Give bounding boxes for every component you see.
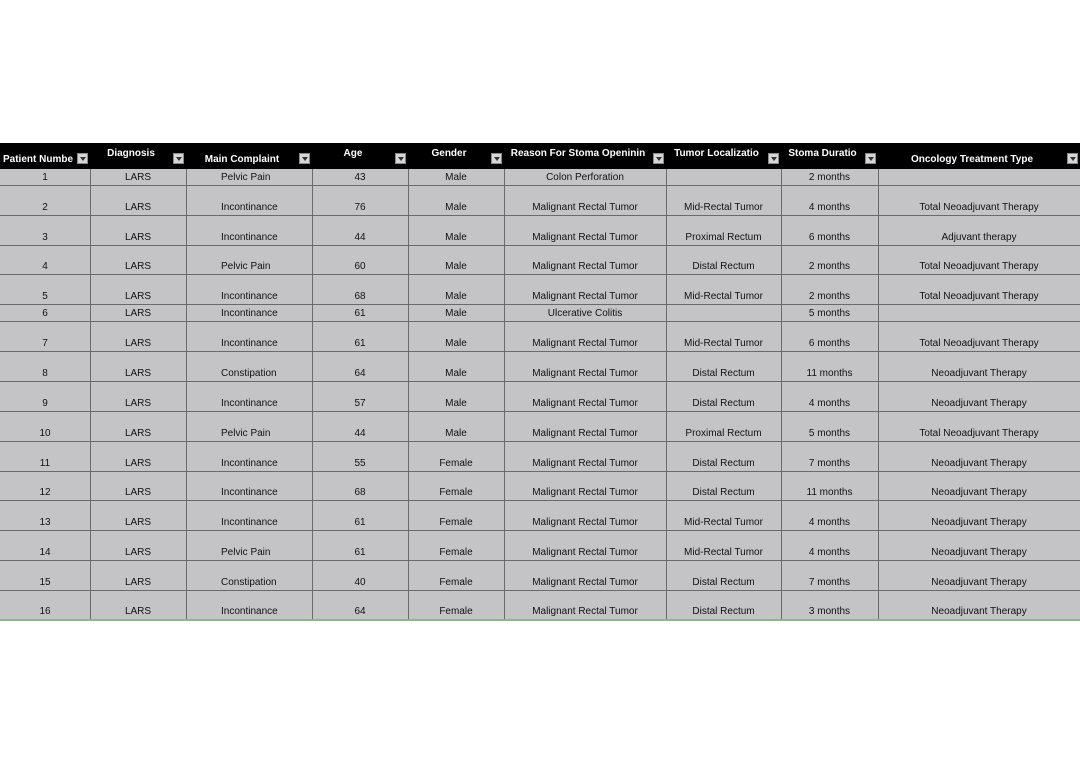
cell-diagnosis[interactable]: LARS — [124, 458, 152, 469]
cell-duration[interactable]: 4 months — [808, 202, 851, 213]
cell-age[interactable]: 61 — [354, 308, 366, 319]
table-row — [0, 442, 1080, 472]
cell-reason[interactable]: Malignant Rectal Tumor — [532, 547, 638, 558]
cell-gender[interactable]: Female — [439, 547, 473, 558]
cell-gender[interactable]: Male — [445, 291, 467, 302]
table-row — [0, 216, 1080, 246]
cell-oncology[interactable]: Neoadjuvant Therapy — [931, 547, 1027, 558]
cell-tumor[interactable]: Distal Rectum — [692, 398, 755, 409]
cell-gender[interactable]: Male — [445, 202, 467, 213]
cell-main-complaint[interactable]: Pelvic Pain — [221, 428, 271, 439]
cell-main-complaint[interactable]: İncontinance — [221, 308, 278, 319]
table-row — [0, 382, 1080, 412]
cell-patient-number[interactable]: 10 — [39, 428, 51, 439]
cell-diagnosis[interactable]: LARS — [124, 517, 152, 528]
cell-patient-number[interactable]: 5 — [42, 291, 48, 302]
cell-diagnosis[interactable]: LARS — [124, 338, 152, 349]
cell-duration[interactable]: 7 months — [808, 577, 851, 588]
cell-oncology[interactable]: Neoadjuvant Therapy — [931, 606, 1027, 617]
column-header-label: Age — [343, 148, 363, 159]
column-header-main-complaint[interactable] — [186, 143, 312, 169]
column-divider — [90, 169, 91, 620]
table-row — [0, 246, 1080, 275]
cell-oncology[interactable]: Neoadjuvant Therapy — [931, 487, 1027, 498]
column-header-patient-number[interactable] — [0, 143, 90, 169]
cell-gender[interactable]: Male — [445, 232, 467, 243]
cell-age[interactable]: 44 — [354, 428, 366, 439]
cell-oncology[interactable] — [878, 183, 1080, 185]
cell-diagnosis[interactable]: LARS — [124, 368, 152, 379]
column-header-label: Main Complaint — [204, 154, 280, 165]
cell-reason[interactable]: Malignant Rectal Tumor — [532, 232, 638, 243]
filter-dropdown-icon[interactable] — [299, 153, 310, 164]
cell-reason[interactable]: Colon Perforation — [546, 172, 624, 183]
cell-gender[interactable]: Male — [445, 368, 467, 379]
cell-patient-number[interactable]: 11 — [39, 458, 51, 469]
cell-main-complaint[interactable]: Pelvic Pain — [221, 172, 271, 183]
column-divider — [186, 169, 187, 620]
cell-reason[interactable]: Malignant Rectal Tumor — [532, 606, 638, 617]
cell-tumor[interactable]: Distal Rectum — [692, 577, 755, 588]
table-row — [0, 322, 1080, 352]
cell-oncology[interactable]: Total Neoadjuvant Therapy — [919, 428, 1039, 439]
cell-main-complaint[interactable]: İncontinance — [221, 232, 278, 243]
cell-duration[interactable]: 11 months — [806, 487, 853, 498]
cell-tumor[interactable]: Mid-Rectal Tumor — [684, 202, 763, 213]
cell-age[interactable]: 43 — [354, 172, 366, 183]
cell-main-complaint[interactable]: İncontinance — [221, 291, 278, 302]
cell-tumor[interactable]: Mid-Rectal Tumor — [684, 517, 763, 528]
cell-duration[interactable]: 11 months — [806, 368, 853, 379]
cell-age[interactable]: 55 — [354, 458, 366, 469]
filter-dropdown-icon[interactable] — [173, 153, 184, 164]
cell-tumor[interactable]: Mid-Rectal Tumor — [684, 547, 763, 558]
cell-diagnosis[interactable]: LARS — [124, 202, 152, 213]
cell-reason[interactable]: Malignant Rectal Tumor — [532, 398, 638, 409]
column-divider — [781, 169, 782, 620]
cell-main-complaint[interactable]: İncontinance — [221, 606, 278, 617]
filter-dropdown-icon[interactable] — [491, 153, 502, 164]
cell-diagnosis[interactable]: LARS — [124, 577, 152, 588]
table-row — [0, 305, 1080, 322]
cell-duration[interactable]: 4 months — [808, 398, 851, 409]
cell-reason[interactable]: Malignant Rectal Tumor — [532, 368, 638, 379]
column-header-reason[interactable] — [504, 143, 666, 169]
cell-tumor[interactable] — [666, 183, 781, 185]
cell-age[interactable]: 44 — [354, 232, 366, 243]
column-header-tumor[interactable] — [666, 143, 781, 169]
column-header-label: Patient Numbe — [3, 154, 74, 165]
cell-gender[interactable]: Male — [445, 261, 467, 272]
cell-diagnosis[interactable]: LARS — [124, 606, 152, 617]
cell-duration[interactable]: 7 months — [808, 458, 851, 469]
cell-duration[interactable]: 5 months — [808, 308, 851, 319]
cell-tumor[interactable]: Mid-Rectal Tumor — [684, 291, 763, 302]
cell-gender[interactable]: Female — [439, 577, 473, 588]
cell-age[interactable]: 68 — [354, 291, 366, 302]
cell-oncology[interactable]: Total Neoadjuvant Therapy — [919, 261, 1039, 272]
cell-tumor[interactable]: Distal Rectum — [692, 261, 755, 272]
cell-main-complaint[interactable]: Constipation — [221, 368, 277, 379]
cell-duration[interactable]: 4 months — [808, 547, 851, 558]
cell-age[interactable]: 40 — [354, 577, 366, 588]
cell-patient-number[interactable]: 3 — [42, 232, 48, 243]
cell-age[interactable]: 57 — [354, 398, 366, 409]
cell-diagnosis[interactable]: LARS — [124, 487, 152, 498]
filter-dropdown-icon[interactable] — [653, 153, 664, 164]
cell-gender[interactable]: Male — [445, 428, 467, 439]
cell-tumor[interactable]: Distal Rectum — [692, 606, 755, 617]
cell-main-complaint[interactable]: İncontinance — [221, 487, 278, 498]
cell-age[interactable]: 61 — [354, 517, 366, 528]
column-header-label: Oncology Treatment Type — [910, 154, 1034, 165]
cell-patient-number[interactable]: 1 — [42, 172, 48, 183]
cell-diagnosis[interactable]: LARS — [124, 398, 152, 409]
table-row — [0, 501, 1080, 531]
cell-oncology[interactable]: Neoadjuvant Therapy — [931, 398, 1027, 409]
column-header-label: Reason For Stoma Openinin — [510, 148, 646, 159]
cell-duration[interactable]: 2 months — [808, 291, 851, 302]
header-row — [0, 143, 1080, 169]
cell-main-complaint[interactable]: İncontinance — [221, 202, 278, 213]
cell-tumor[interactable]: Mid-Rectal Tumor — [684, 338, 763, 349]
cell-age[interactable]: 60 — [354, 261, 366, 272]
cell-diagnosis[interactable]: LARS — [124, 172, 152, 183]
cell-reason[interactable]: Malignant Rectal Tumor — [532, 577, 638, 588]
cell-duration[interactable]: 3 months — [808, 606, 851, 617]
cell-tumor[interactable]: Distal Rectum — [692, 487, 755, 498]
cell-gender[interactable]: Female — [439, 487, 473, 498]
table-row — [0, 591, 1080, 620]
column-header-diagnosis[interactable] — [90, 143, 186, 169]
cell-gender[interactable]: Male — [445, 338, 467, 349]
table-row — [0, 412, 1080, 442]
filter-dropdown-icon[interactable] — [865, 153, 876, 164]
cell-diagnosis[interactable]: LARS — [124, 232, 152, 243]
cell-main-complaint[interactable]: İncontinance — [221, 458, 278, 469]
table-row — [0, 352, 1080, 382]
column-header-age[interactable] — [312, 143, 408, 169]
cell-duration[interactable]: 6 months — [808, 232, 851, 243]
cell-age[interactable]: 64 — [354, 606, 366, 617]
cell-patient-number[interactable]: 12 — [39, 487, 51, 498]
table-row — [0, 531, 1080, 561]
cell-main-complaint[interactable]: İncontinance — [221, 517, 278, 528]
cell-gender[interactable]: Female — [439, 517, 473, 528]
cell-patient-number[interactable]: 15 — [39, 577, 51, 588]
filter-dropdown-icon[interactable] — [1067, 153, 1078, 164]
cell-duration[interactable]: 2 months — [808, 172, 851, 183]
table-row — [0, 169, 1080, 186]
column-header-label: Gender — [431, 148, 467, 159]
cell-reason[interactable]: Malignant Rectal Tumor — [532, 517, 638, 528]
table-row — [0, 472, 1080, 501]
cell-diagnosis[interactable]: LARS — [124, 261, 152, 272]
cell-patient-number[interactable]: 16 — [39, 606, 51, 617]
cell-gender[interactable]: Female — [439, 458, 473, 469]
cell-oncology[interactable] — [878, 319, 1080, 321]
cell-gender[interactable]: Male — [445, 172, 467, 183]
table-row — [0, 186, 1080, 216]
cell-oncology[interactable]: Neoadjuvant Therapy — [931, 517, 1027, 528]
column-divider — [504, 169, 505, 620]
filter-dropdown-icon[interactable] — [77, 153, 88, 164]
cell-gender[interactable]: Female — [439, 606, 473, 617]
cell-duration[interactable]: 6 months — [808, 338, 851, 349]
cell-reason[interactable]: Malignant Rectal Tumor — [532, 291, 638, 302]
cell-patient-number[interactable]: 14 — [39, 547, 51, 558]
cell-tumor[interactable] — [666, 319, 781, 321]
cell-oncology[interactable]: Neoadjuvant Therapy — [931, 368, 1027, 379]
column-divider — [312, 169, 313, 620]
cell-duration[interactable]: 4 months — [808, 517, 851, 528]
cell-reason[interactable]: Malignant Rectal Tumor — [532, 458, 638, 469]
filter-dropdown-icon[interactable] — [395, 153, 406, 164]
column-divider — [878, 169, 879, 620]
cell-oncology[interactable]: Adjuvant therapy — [941, 232, 1017, 243]
cell-diagnosis[interactable]: LARS — [124, 308, 152, 319]
cell-tumor[interactable]: Proximal Rectum — [685, 428, 762, 439]
cell-tumor[interactable]: Distal Rectum — [692, 458, 755, 469]
cell-reason[interactable]: Malignant Rectal Tumor — [532, 428, 638, 439]
cell-reason[interactable]: Malignant Rectal Tumor — [532, 202, 638, 213]
cell-patient-number[interactable]: 7 — [42, 338, 48, 349]
cell-diagnosis[interactable]: LARS — [124, 428, 152, 439]
cell-age[interactable]: 64 — [354, 368, 366, 379]
cell-main-complaint[interactable]: İncontinance — [221, 398, 278, 409]
table-bottom-edge — [0, 619, 1080, 621]
cell-reason[interactable]: Malignant Rectal Tumor — [532, 261, 638, 272]
cell-gender[interactable]: Male — [445, 308, 467, 319]
table-row — [0, 561, 1080, 591]
cell-main-complaint[interactable]: Constipation — [221, 577, 277, 588]
cell-gender[interactable]: Male — [445, 398, 467, 409]
cell-patient-number[interactable]: 2 — [42, 202, 48, 213]
cell-duration[interactable]: 5 months — [808, 428, 851, 439]
cell-main-complaint[interactable]: Pelvic Pain — [221, 261, 271, 272]
spreadsheet-table — [0, 143, 1080, 620]
column-header-label: Diagnosis — [107, 148, 155, 159]
column-header-oncology[interactable] — [878, 143, 1080, 169]
cell-main-complaint[interactable]: İncontinance — [221, 338, 278, 349]
column-divider — [666, 169, 667, 620]
cell-oncology[interactable]: Total Neoadjuvant Therapy — [919, 338, 1039, 349]
cell-patient-number[interactable]: 8 — [42, 368, 48, 379]
cell-tumor[interactable]: Distal Rectum — [692, 368, 755, 379]
cell-reason[interactable]: Ulcerative Colitis — [547, 308, 623, 319]
cell-age[interactable]: 68 — [354, 487, 366, 498]
cell-reason[interactable]: Malignant Rectal Tumor — [532, 487, 638, 498]
column-header-gender[interactable] — [408, 143, 504, 169]
table-row — [0, 275, 1080, 305]
column-header-duration[interactable] — [781, 143, 878, 169]
column-divider — [408, 169, 409, 620]
filter-dropdown-icon[interactable] — [768, 153, 779, 164]
cell-diagnosis[interactable]: LARS — [124, 291, 152, 302]
cell-patient-number[interactable]: 13 — [39, 517, 51, 528]
cell-oncology[interactable]: Total Neoadjuvant Therapy — [919, 291, 1039, 302]
cell-oncology[interactable]: Total Neoadjuvant Therapy — [919, 202, 1039, 213]
cell-patient-number[interactable]: 6 — [42, 308, 48, 319]
cell-patient-number[interactable]: 4 — [42, 261, 48, 272]
cell-age[interactable]: 61 — [354, 338, 366, 349]
cell-reason[interactable]: Malignant Rectal Tumor — [532, 338, 638, 349]
cell-oncology[interactable]: Neoadjuvant Therapy — [931, 458, 1027, 469]
cell-diagnosis[interactable]: LARS — [124, 547, 152, 558]
cell-main-complaint[interactable]: Pelvic Pain — [221, 547, 271, 558]
cell-duration[interactable]: 2 months — [808, 261, 851, 272]
cell-age[interactable]: 61 — [354, 547, 366, 558]
column-header-label: Stoma Duratio — [788, 148, 857, 159]
cell-patient-number[interactable]: 9 — [42, 398, 48, 409]
cell-tumor[interactable]: Proximal Rectum — [685, 232, 762, 243]
column-header-label: Tumor Localizatio — [674, 148, 759, 159]
cell-oncology[interactable]: Neoadjuvant Therapy — [931, 577, 1027, 588]
cell-age[interactable]: 76 — [354, 202, 366, 213]
